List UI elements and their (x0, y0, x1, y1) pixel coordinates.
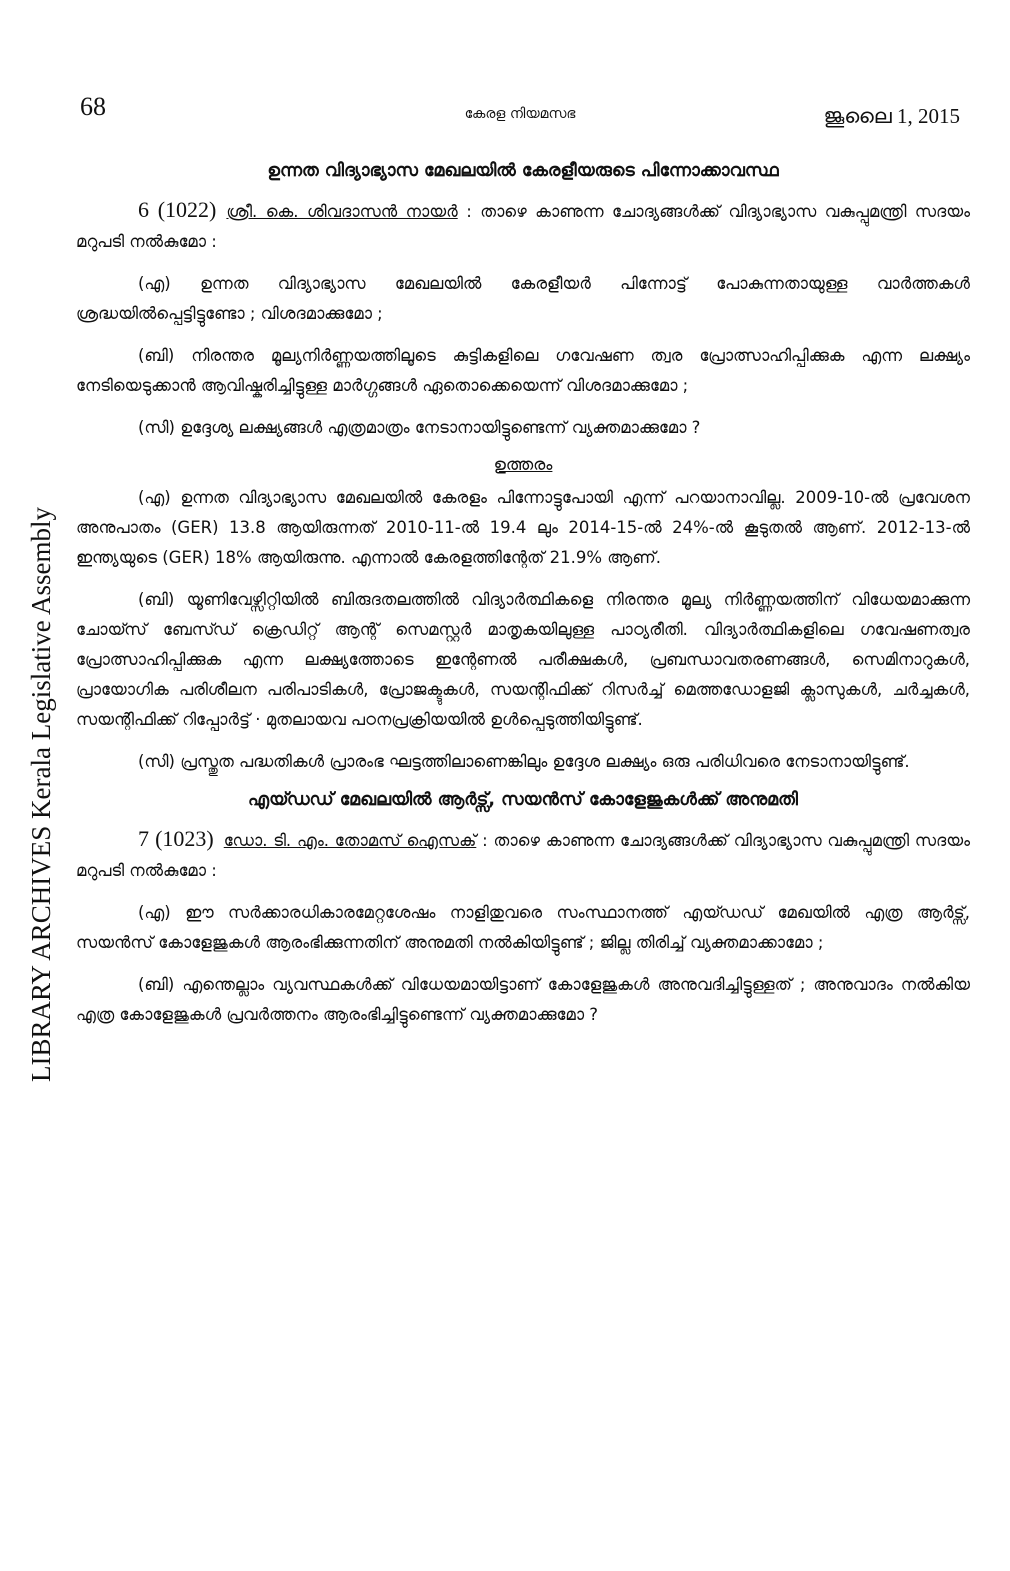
question-1-part-a: (എ) ഉന്നത വിദ്യാഭ്യാസ മേഖലയിൽ കേരളീയർ പിന്നോട്ട് പോകുന്നതായുള്ള വാർത്തകൾ ശ്രദ്ധയിൽപ്പെട്ടിട്ടുണ്ടോ ; വിശദമാക്കുമോ ; (76, 273, 970, 323)
question-1-intro-text: : താഴെ കാണുന്ന ചോദ്യങ്ങൾക്ക് വിദ്യാഭ്യാസ വകുപ്പുമന്ത്രി സദയം മറുപടി നൽകുമോ : (76, 201, 971, 251)
question-2-part-b: (ബി) എന്തെല്ലാം വ്യവസ്ഥകൾക്ക് വിധേയമായിട്ടാണ് കോളേജുകൾ അനുവദിച്ചിട്ടുള്ളത് ; അനുവാദം നൽകിയ എത്ര കോളേജുകൾ പ്രവർത്തനം ആരംഭിച്ചിട്ടുണ്ടെന്ന് വ്യക്തമാക്കുമോ ? (76, 974, 970, 1024)
question-1-member: ശ്രീ. കെ. ശിവദാസൻ നായർ (226, 201, 458, 221)
question-1-number: 6 (1022) (138, 196, 217, 222)
document-body (76, 160, 970, 1042)
header-date: ജൂലൈ 1, 2015 (823, 104, 960, 128)
page-header (80, 92, 960, 132)
answer-heading: ഉത്തരം (493, 454, 553, 475)
question-2-member: ഡോ. ടി. എം. തോമസ് ഐസക് (223, 830, 477, 850)
page-number: 68 (80, 92, 106, 121)
question-2-title: എയ്ഡഡ് മേഖലയിൽ ആർട്സ്, സയൻസ് കോളേജുകൾക്ക് അനുമതി (248, 789, 798, 810)
question-2-number: 7 (1023) (138, 825, 214, 851)
journal-title: കേരള നിയമസഭ (464, 106, 576, 122)
question-1-part-c: (സി) ഉദ്ദേശ്യ ലക്ഷ്യങ്ങൾ എത്രമാത്രം നേടാനായിട്ടുണ്ടെന്ന് വ്യക്തമാക്കുമോ ? (138, 417, 701, 437)
answer-b: (ബി) യൂണിവേഴ്സിറ്റിയിൽ ബിരുദതലത്തിൽ വിദ്യാർത്ഥികളെ നിരന്തര മൂല്യ നിർണ്ണയത്തിന് വിധേയമാക്കുന്ന ചോയ്സ് ബേസ്ഡ് ക്രെഡിറ്റ് ആന്റ് സെമസ്റ്റർ മാതൃകയിലുള്ള പാഠ്യരീതി. വിദ്യാർത്ഥികളിലെ ഗവേഷണത്വര പ്രോത്സാഹിപ്പിക്കുക എന്ന ലക്ഷ്യത്തോടെ ഇന്റേണൽ പരീക്ഷകൾ, പ്രബന്ധാവതരണങ്ങൾ, സെമിനാറുകൾ, പ്രായോഗിക പരിശീലന പരിപാടികൾ, പ്രോജക്ടുകൾ, സയന്റിഫിക്ക് റിസർച്ച് മെത്തഡോളജി ക്ലാസുകൾ, ചർച്ചകൾ, സയന്റിഫിക്ക് റിപ്പോർട്ട് · മുതലായവ പഠനപ്രക്രിയയിൽ ഉൾപ്പെടുത്തിയിട്ടുണ്ട്. (76, 589, 970, 729)
question-1-title: ഉന്നത വിദ്യാഭ്യാസ മേഖലയിൽ കേരളീയരുടെ പിന്നോക്കാവസ്ഥ (267, 161, 779, 181)
answer-c: (സി) പ്രസ്തുത പദ്ധതികൾ പ്രാരംഭ ഘട്ടത്തിലാണെങ്കിലും ഉദ്ദേശ ലക്ഷ്യം ഒരു പരിധിവരെ നേടാനായിട്ടുണ്ട്. (138, 751, 910, 771)
question-2-part-a: (എ) ഈ സർക്കാരധികാരമേറ്റശേഷം നാളിതുവരെ സംസ്ഥാനത്ത് എയ്ഡഡ് മേഖയിൽ എത്ര ആർട്സ്, സയൻസ് കോളേജുകൾ ആരംഭിക്കുന്നതിന് അനുമതി നൽകിയിട്ടുണ്ട് ; ജില്ല തിരിച്ച് വ്യക്തമാക്കാമോ ; (76, 902, 970, 952)
question-2-intro (76, 824, 970, 886)
question-2-intro-text: : താഴെ കാണുന്ന ചോദ്യങ്ങൾക്ക് വിദ്യാഭ്യാസ വകുപ്പുമന്ത്രി സദയം മറുപടി നൽകുമോ : (76, 830, 970, 880)
side-watermark: LIBRARY ARCHIVES Kerala Legislative Assembly (26, 507, 56, 1082)
answer-a: (എ) ഉന്നത വിദ്യാഭ്യാസ മേഖലയിൽ കേരളം പിന്നോട്ടുപോയി എന്ന് പറയാനാവില്ല. 2009-10-ൽ പ്രവേശന അനുപാതം (GER) 13.8 ആയിരുന്നത് 2010-11-ൽ 19.4 ലും 2014-15-ൽ 24%-ൽ കൂടുതൽ ആണ്. 2012-13-ൽ ഇന്ത്യയുടെ (GER) 18% ആയിരുന്നു. എന്നാൽ കേരളത്തിന്റേത് 21.9% ആണ്. (76, 487, 970, 567)
question-1-part-b: (ബി) നിരന്തര മൂല്യനിർണ്ണയത്തിലൂടെ കുട്ടികളിലെ ഗവേഷണ ത്വര പ്രോത്സാഹിപ്പിക്കുക എന്ന ലക്ഷ്യം നേടിയെടുക്കാൻ ആവിഷ്കരിച്ചിട്ടുള്ള മാർഗ്ഗങ്ങൾ ഏതൊക്കെയെന്ന് വിശദമാക്കുമോ ; (76, 345, 970, 395)
question-1-intro (76, 195, 970, 257)
